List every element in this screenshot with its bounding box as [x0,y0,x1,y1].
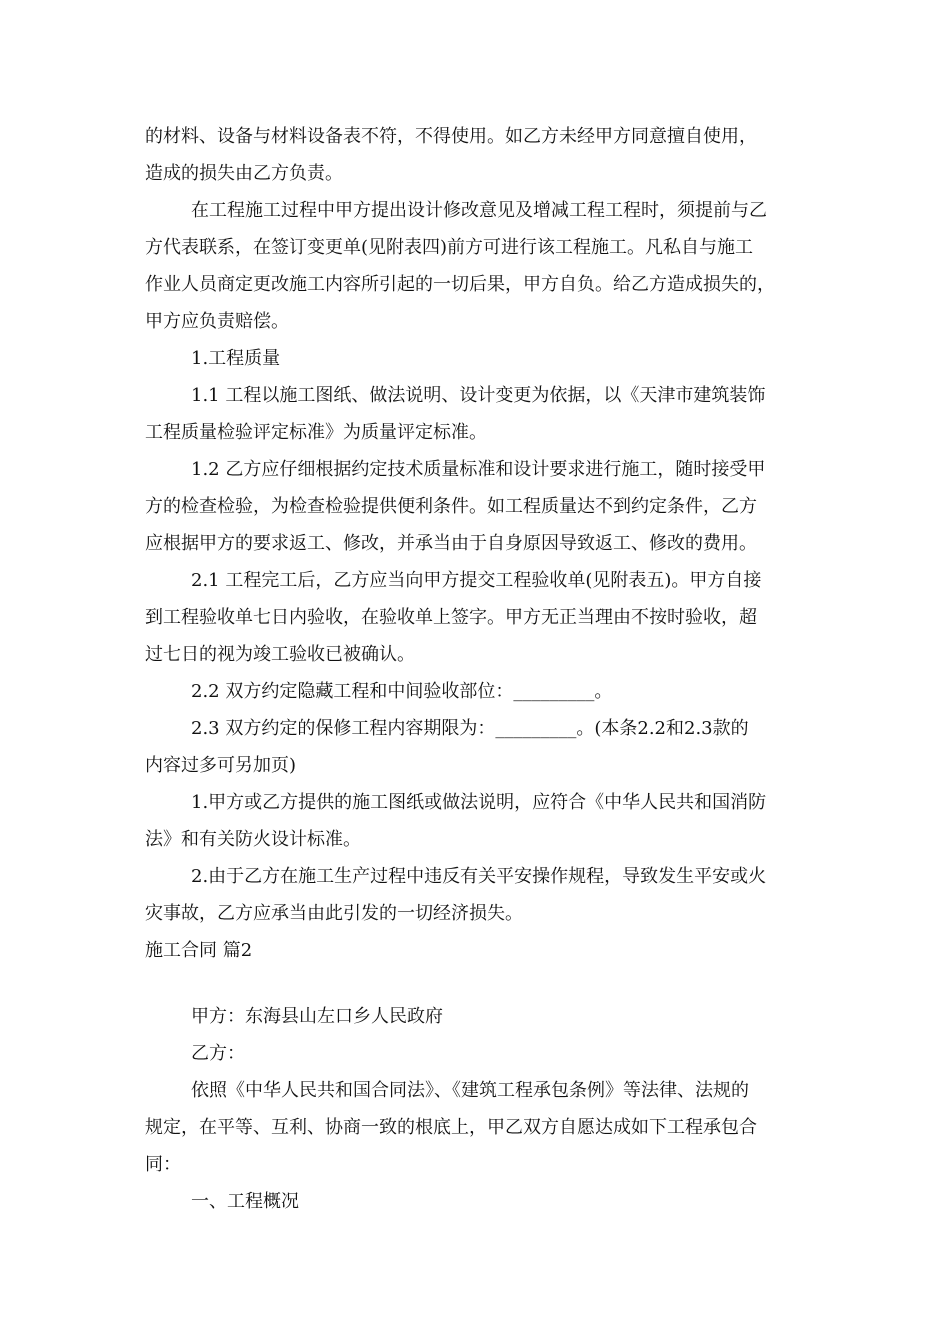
text-line: 作业人员商定更改施工内容所引起的一切后果，甲方自负。给乙方造成损失的， [145,274,775,295]
text-line: 方的检查检验，为检查检验提供便利条件。如工程质量达不到约定条件，乙方 [145,496,757,517]
text-line: 2.1 工程完工后，乙方应当向甲方提交工程验收单(见附表五)。甲方自接 [191,570,762,591]
text-line: 过七日的视为竣工验收已被确认。 [145,644,415,665]
text-line: 在工程施工过程中甲方提出设计修改意见及增减工程工程时，须提前与乙 [191,200,767,221]
text-line: 甲方应负责赔偿。 [145,311,289,332]
text-line: 1.2 乙方应仔细根据约定技术质量标准和设计要求进行施工，随时接受甲 [191,459,766,480]
text-line: 依照《中华人民共和国合同法》、《建筑工程承包条例》等法律、法规的 [191,1080,749,1101]
text-line: 灾事故，乙方应承当由此引发的一切经济损失。 [145,903,523,924]
party-b-line: 乙方： [191,1043,245,1064]
text-line: 到工程验收单七日内验收，在验收单上签字。甲方无正当理由不按时验收，超 [145,607,757,628]
text-line: 同： [145,1154,181,1175]
text-line: 工程质量检验评定标准》为质量评定标准。 [145,422,487,443]
party-a-line: 甲方：东海县山左口乡人民政府 [191,1006,443,1027]
text-line: 2.由于乙方在施工生产过程中违反有关平安操作规程，导致发生平安或火 [191,866,767,887]
text-line: 应根据甲方的要求返工、修改，并承当由于自身原因导致返工、修改的费用。 [145,533,757,554]
text-line: 2.2 双方约定隐藏工程和中间验收部位：_________。 [191,681,613,702]
text-line: 方代表联系，在签订变更单(见附表四)前方可进行该工程施工。凡私自与施工 [145,237,754,258]
section-heading: 1.工程质量 [191,348,281,369]
text-line: 规定，在平等、互利、协商一致的根底上，甲乙双方自愿达成如下工程承包合 [145,1117,757,1138]
text-line: 造成的损失由乙方负责。 [145,163,343,184]
text-line: 1.1 工程以施工图纸、做法说明、设计变更为依据，以《天津市建筑装饰 [191,385,766,406]
text-line: 1.甲方或乙方提供的施工图纸或做法说明，应符合《中华人民共和国消防 [191,792,767,813]
section-heading: 一、工程概况 [191,1191,299,1212]
section-title: 施工合同 篇2 [145,940,253,961]
text-line: 的材料、设备与材料设备表不符，不得使用。如乙方未经甲方同意擅自使用， [145,126,757,147]
text-line: 法》和有关防火设计标准。 [145,829,361,850]
text-line: 内容过多可另加页) [145,755,297,776]
text-line: 2.3 双方约定的保修工程内容期限为：_________。(本条2.2和2.3款的 [191,718,749,739]
